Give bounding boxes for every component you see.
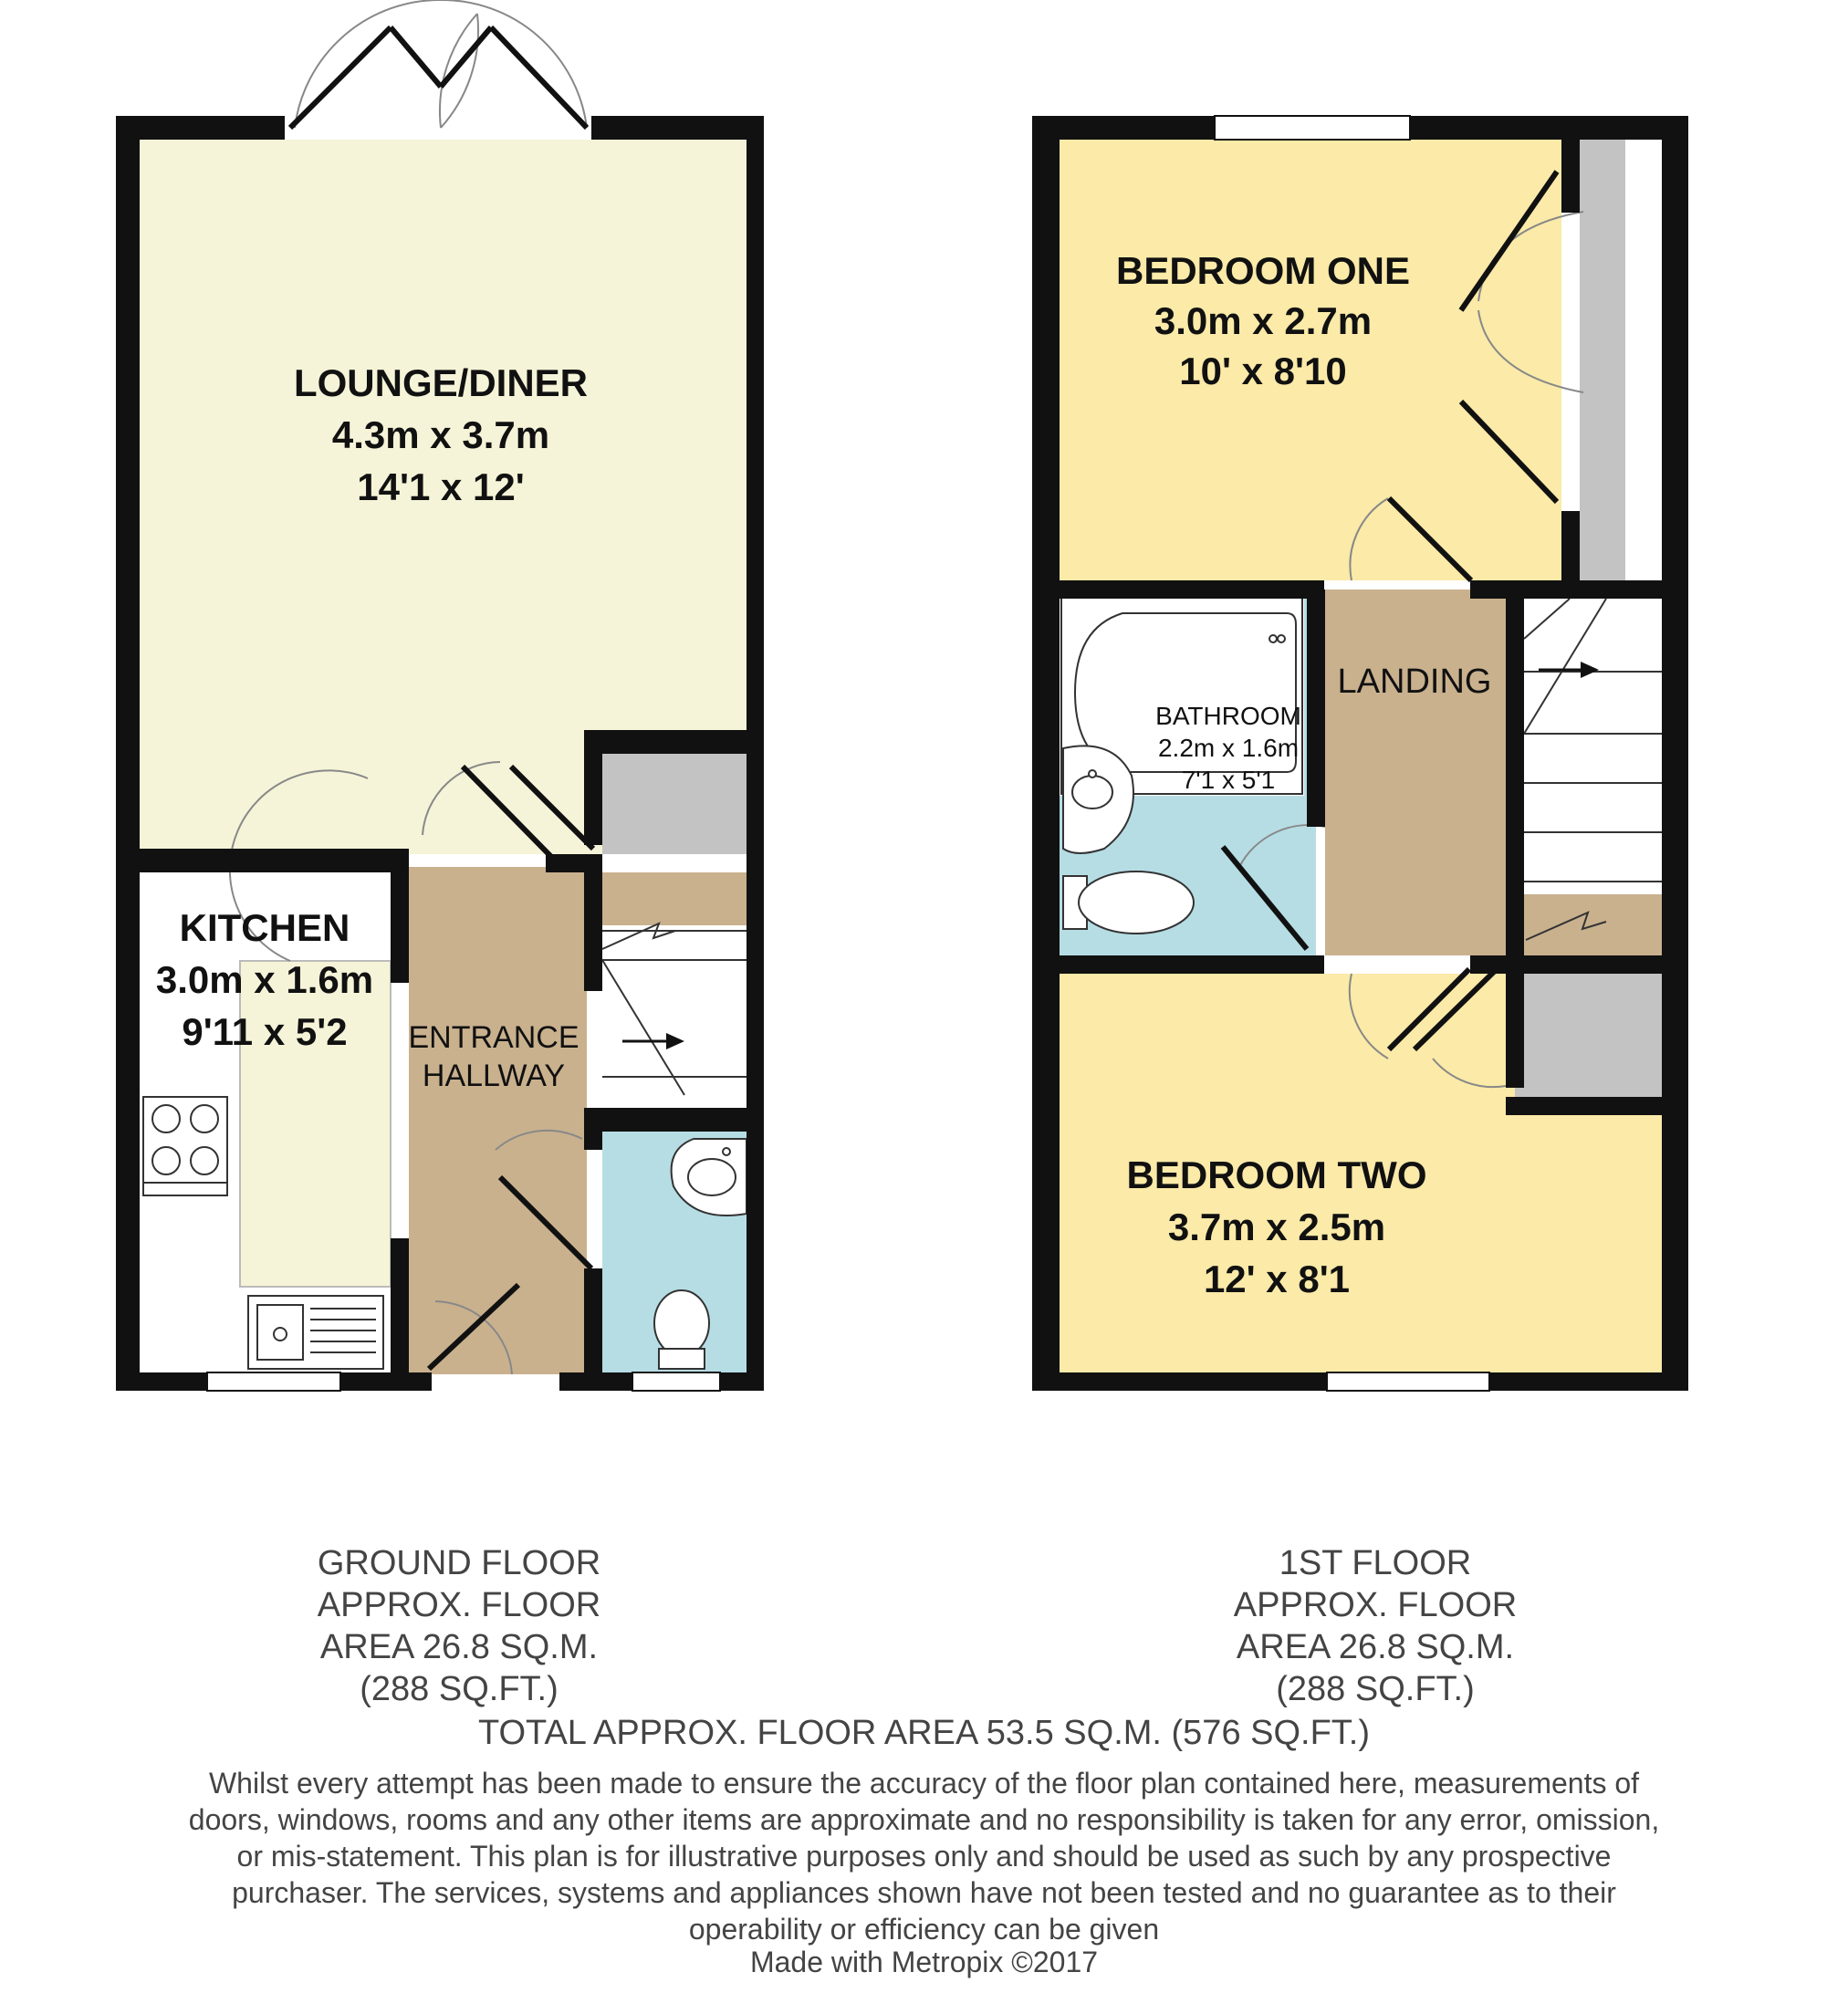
- bathroom-imperial: 7'1 x 5'1: [1181, 766, 1276, 794]
- lounge-diner-imperial: 14'1 x 12': [357, 465, 525, 508]
- bedroom-one-metric: 3.0m x 2.7m: [1154, 299, 1373, 342]
- ground-floor-plan: [116, 0, 764, 1391]
- bathroom-name: BATHROOM: [1155, 702, 1301, 730]
- hallway-label-line2: HALLWAY: [422, 1059, 566, 1093]
- hallway-label-line1: ENTRANCE: [408, 1020, 579, 1055]
- kitchen-metric: 3.0m x 1.6m: [155, 958, 374, 1001]
- entrance-hallway-area: [409, 867, 587, 1374]
- ground-floor-caption: [204, 1542, 715, 1710]
- ground-floor-caption-line: AREA 26.8 SQ.M.: [319, 1628, 599, 1666]
- bathroom-metric: 2.2m x 1.6m: [1157, 734, 1300, 762]
- bathroom-toilet-icon: [1063, 871, 1194, 934]
- bedroom-two-imperial: 12' x 8'1: [1203, 1257, 1351, 1300]
- landing-label: LANDING: [1337, 663, 1492, 701]
- first-floor-caption-line: APPROX. FLOOR: [1233, 1586, 1518, 1624]
- ground-floor-caption-line: GROUND FLOOR: [317, 1544, 601, 1582]
- hob-icon: [143, 1097, 227, 1195]
- kitchen-imperial: 9'11 x 5'2: [182, 1010, 348, 1053]
- bedroom-one-name: BEDROOM ONE: [1115, 249, 1411, 292]
- kitchen-sink-icon: [248, 1296, 383, 1369]
- under-stairs-area: [602, 872, 747, 925]
- bedroom-one-imperial: 10' x 8'10: [1179, 350, 1347, 392]
- bedroom-two-cupboard-area: [1515, 974, 1662, 1115]
- cloakroom-toilet-icon: [654, 1290, 709, 1369]
- metropix-credit: Made with Metropix ©2017: [749, 1946, 1099, 1978]
- kitchen-name: KITCHEN: [179, 906, 350, 949]
- first-floor-caption-line: AREA 26.8 SQ.M.: [1236, 1628, 1515, 1666]
- bedroom-two-name: BEDROOM TWO: [1126, 1153, 1427, 1196]
- first-floor-caption: [1120, 1542, 1631, 1710]
- first-floor-caption-line: 1ST FLOOR: [1279, 1544, 1472, 1582]
- first-floor-caption-line: (288 SQ.FT.): [1276, 1670, 1475, 1708]
- disclaimer-text: Whilst every attempt has been made to ensure the accuracy of the floor plan contained here, measurements of doors, windows, rooms and any other items are approximate and no responsibility is taken for any error, omission, or mis-statement. This plan is for illustrative purposes only and should be used as such by any prospective purchaser. The services, systems and appliances shown have not been tested and no guarantee as to their operability or efficiency can be given: [188, 1767, 1660, 1946]
- first-floor-plan: [1032, 116, 1688, 1391]
- lounge-diner-metric: 4.3m x 3.7m: [331, 413, 550, 456]
- bedroom-one-wardrobe-area: [1580, 140, 1625, 580]
- cupboard-area: [602, 754, 747, 854]
- bedroom-two-metric: 3.7m x 2.5m: [1167, 1205, 1386, 1248]
- ground-floor-windows: [207, 1372, 720, 1391]
- total-floor-area: TOTAL APPROX. FLOOR AREA 53.5 SQ.M. (576 SQ.FT.): [477, 1714, 1371, 1752]
- lounge-diner-name: LOUNGE/DINER: [293, 361, 589, 404]
- ground-floor-caption-line: (288 SQ.FT.): [360, 1670, 559, 1708]
- landing-area: [1325, 590, 1506, 955]
- ground-floor-caption-line: APPROX. FLOOR: [317, 1586, 601, 1624]
